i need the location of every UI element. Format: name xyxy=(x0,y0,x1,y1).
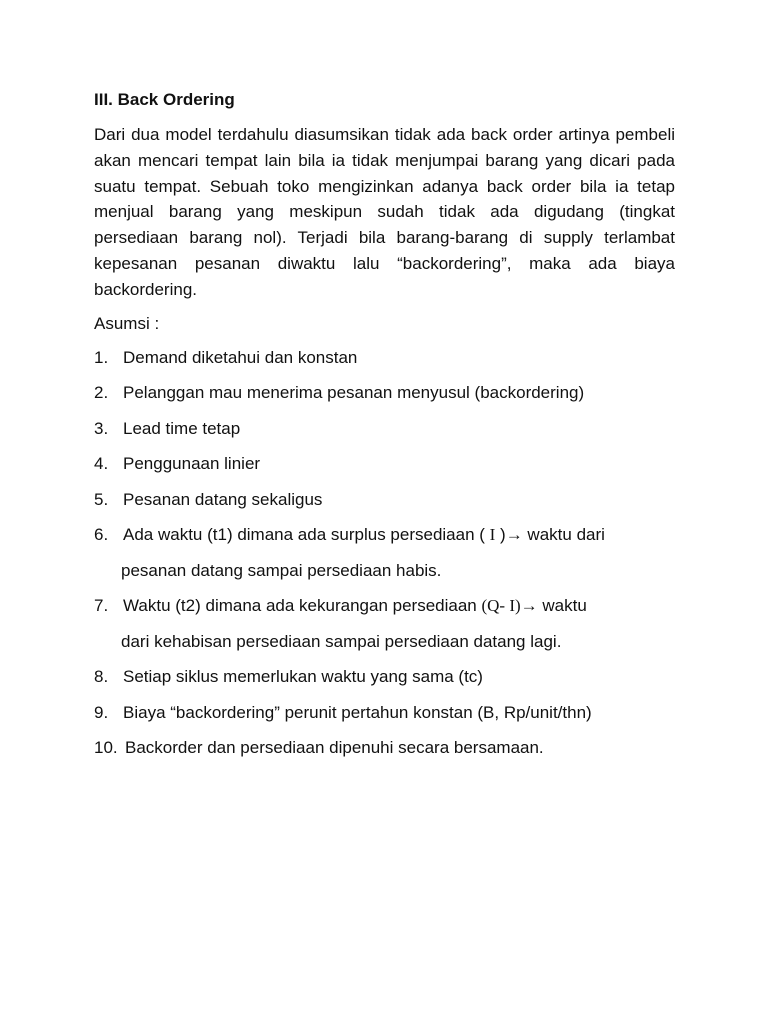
list-item-text: Pelanggan mau menerima pesanan menyusul (backordering) xyxy=(123,383,585,403)
intro-paragraph: Dari dua model terdahulu diasumsikan tidak ada back order artinya pembeli akan mencari tempat lain bila ia tidak menjumpai barang yang dicari pada suatu tempat. Sebuah toko mengizinkan adanya back order bila ia tetap menjual barang yang meskipun sudah tidak ada digudang (tingkat persediaan barang nol). Terjadi bila barang-barang di supply terlambat kepesanan pesanan diwaktu lalu “backordering”, maka ada biaya backordering. xyxy=(94,125,675,299)
list-item-text-part: → waktu xyxy=(520,596,587,616)
list-item xyxy=(94,451,675,476)
assumptions-list xyxy=(94,345,675,548)
list-item-number: 3. xyxy=(94,418,109,438)
list-item xyxy=(94,380,675,405)
list-item xyxy=(94,522,675,547)
inventory-symbol: I xyxy=(489,525,496,545)
list-item-text: Pesanan datang sekaligus xyxy=(123,489,323,509)
list-item xyxy=(94,345,675,370)
section-heading: III. Back Ordering xyxy=(94,90,235,109)
list-item-number: 8. xyxy=(94,667,109,687)
list-item-number: 2. xyxy=(94,383,109,403)
list-item xyxy=(94,487,675,512)
list-item-number: 10. xyxy=(94,738,118,758)
list-item-number: 9. xyxy=(94,702,109,722)
list-item-text: Biaya “backordering” perunit pertahun konstan (B, Rp/unit/thn) xyxy=(123,702,592,722)
list-item xyxy=(94,664,675,689)
list-item-text: Demand diketahui dan konstan xyxy=(123,347,358,367)
list-item-continuation: pesanan datang sampai persediaan habis. xyxy=(121,560,442,580)
list-item-number: 1. xyxy=(94,347,109,367)
list-item-text-part: Ada waktu (t1) dimana ada surplus persediaan ( xyxy=(123,525,490,545)
list-item-text: Setiap siklus memerlukan waktu yang sama (tc) xyxy=(123,667,483,687)
list-item-text: Lead time tetap xyxy=(123,418,241,438)
list-item xyxy=(94,416,675,441)
list-item-text-part: Waktu (t2) dimana ada kekurangan persediaan xyxy=(123,596,482,616)
list-item-number: 6. xyxy=(94,525,109,545)
shortage-symbol: (Q- I) xyxy=(481,596,521,616)
assumptions-list-continued xyxy=(94,664,675,760)
assumptions-list-continued xyxy=(94,593,675,618)
list-item-continuation: dari kehabisan persediaan sampai persediaan datang lagi. xyxy=(121,631,562,651)
document-page xyxy=(94,88,675,771)
assumptions-label: Asumsi : xyxy=(94,313,160,333)
list-item xyxy=(94,735,675,760)
list-item xyxy=(94,700,675,725)
list-item-number: 4. xyxy=(94,454,109,474)
list-item-text xyxy=(123,522,605,547)
list-item-text-part: )→ waktu dari xyxy=(495,525,605,545)
list-item xyxy=(94,593,675,618)
list-item-text: Penggunaan linier xyxy=(123,454,261,474)
list-item-number: 5. xyxy=(94,489,109,509)
list-item-number: 7. xyxy=(94,596,109,616)
list-item-text xyxy=(123,593,587,618)
list-item-text: Backorder dan persediaan dipenuhi secara bersamaan. xyxy=(125,738,544,758)
